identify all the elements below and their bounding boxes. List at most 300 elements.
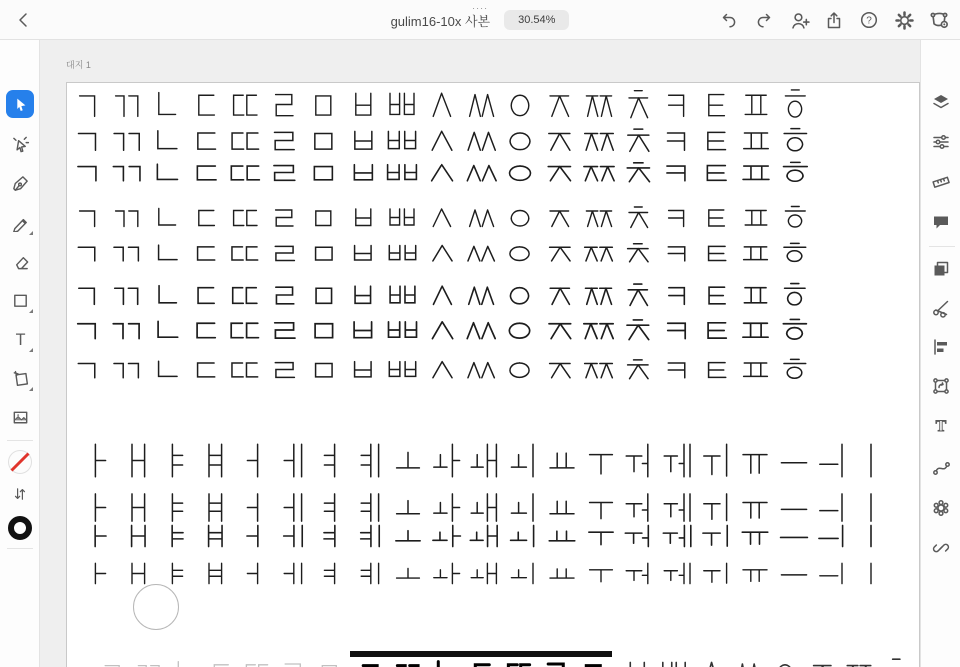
jamo-glyph[interactable] bbox=[269, 205, 299, 230]
jamo-cell[interactable] bbox=[312, 562, 351, 585]
jamo-glyph[interactable] bbox=[464, 127, 498, 154]
jamo-cell[interactable] bbox=[304, 127, 343, 154]
place-image-tool[interactable] bbox=[0, 401, 40, 433]
jamo-cell[interactable] bbox=[382, 205, 421, 230]
jamo-cell[interactable] bbox=[813, 562, 852, 585]
jamo-glyph[interactable] bbox=[581, 318, 616, 342]
jamo-cell[interactable] bbox=[813, 492, 852, 523]
jamo-glyph[interactable] bbox=[702, 492, 732, 523]
jamo-glyph[interactable] bbox=[200, 442, 230, 479]
jamo-cell[interactable] bbox=[659, 524, 698, 548]
jamo-glyph[interactable] bbox=[778, 127, 812, 154]
view-options-button[interactable] bbox=[928, 9, 950, 31]
jamo-glyph[interactable] bbox=[229, 282, 260, 308]
jamo-cell[interactable] bbox=[147, 127, 186, 154]
jamo-glyph[interactable] bbox=[622, 282, 653, 308]
jamo-glyph[interactable] bbox=[771, 656, 799, 667]
jamo-glyph[interactable] bbox=[151, 205, 181, 230]
jamo-cell[interactable] bbox=[659, 562, 698, 585]
jamo-cell[interactable] bbox=[196, 442, 235, 479]
jamo-cell[interactable] bbox=[775, 161, 814, 184]
jamo-cell[interactable] bbox=[775, 358, 814, 381]
jamo-glyph[interactable] bbox=[586, 562, 616, 585]
jamo-cell[interactable] bbox=[68, 205, 107, 230]
jamo-glyph[interactable] bbox=[200, 562, 230, 585]
jamo-cell[interactable] bbox=[427, 442, 466, 479]
circle-shape[interactable] bbox=[133, 584, 179, 630]
jamo-glyph[interactable] bbox=[268, 358, 301, 381]
jamo-glyph[interactable] bbox=[266, 161, 302, 184]
jamo-cell[interactable] bbox=[304, 242, 343, 264]
jamo-cell[interactable] bbox=[543, 524, 582, 548]
jamo-cell[interactable] bbox=[147, 161, 186, 184]
jamo-cell[interactable] bbox=[304, 205, 343, 230]
jamo-glyph[interactable] bbox=[738, 161, 774, 184]
jamo-cell[interactable] bbox=[343, 127, 382, 154]
shape-tool[interactable] bbox=[0, 284, 40, 316]
jamo-glyph[interactable] bbox=[308, 282, 339, 308]
jamo-cell[interactable] bbox=[466, 442, 505, 479]
jamo-glyph[interactable] bbox=[505, 656, 533, 667]
jamo-glyph[interactable] bbox=[387, 88, 417, 121]
jamo-cell[interactable] bbox=[505, 442, 544, 479]
jamo-cell[interactable] bbox=[107, 242, 146, 264]
jamo-glyph[interactable] bbox=[777, 161, 813, 184]
jamo-glyph[interactable] bbox=[230, 205, 260, 230]
jamo-cell[interactable] bbox=[119, 442, 158, 479]
jamo-glyph[interactable] bbox=[393, 492, 423, 523]
jamo-cell[interactable] bbox=[389, 442, 428, 479]
jamo-cell[interactable] bbox=[500, 161, 539, 184]
jamo-glyph[interactable] bbox=[739, 358, 772, 381]
jamo-glyph[interactable] bbox=[279, 656, 307, 667]
jamo-cell[interactable] bbox=[697, 205, 736, 230]
jamo-cell[interactable] bbox=[343, 282, 382, 308]
jamo-cell[interactable] bbox=[382, 242, 421, 264]
jamo-cell[interactable] bbox=[68, 242, 107, 264]
help-button[interactable] bbox=[858, 9, 880, 31]
jamo-glyph[interactable] bbox=[239, 492, 269, 523]
jamo-cell[interactable] bbox=[389, 524, 428, 548]
jamo-glyph[interactable] bbox=[190, 282, 221, 308]
jamo-glyph[interactable] bbox=[188, 318, 223, 342]
consonant-row-8[interactable] bbox=[68, 358, 815, 381]
jamo-cell[interactable] bbox=[389, 492, 428, 523]
jamo-cell[interactable] bbox=[264, 242, 303, 264]
jamo-cell[interactable] bbox=[225, 358, 264, 381]
jamo-cell[interactable] bbox=[697, 161, 736, 184]
jamo-glyph[interactable] bbox=[268, 242, 301, 264]
jamo-glyph[interactable] bbox=[387, 205, 417, 230]
jamo-cell[interactable] bbox=[692, 656, 729, 667]
consonant-row-6[interactable] bbox=[68, 282, 815, 308]
jamo-glyph[interactable] bbox=[739, 242, 772, 264]
jamo-glyph[interactable] bbox=[699, 127, 733, 154]
jamo-glyph[interactable] bbox=[778, 524, 810, 548]
jamo-glyph[interactable] bbox=[544, 205, 574, 230]
jamo-cell[interactable] bbox=[657, 88, 696, 121]
jamo-glyph[interactable] bbox=[228, 242, 261, 264]
jamo-glyph[interactable] bbox=[818, 562, 848, 585]
jamo-glyph[interactable] bbox=[585, 524, 617, 548]
jamo-glyph[interactable] bbox=[701, 282, 732, 308]
jamo-cell[interactable] bbox=[422, 282, 461, 308]
jamo-cell[interactable] bbox=[540, 205, 579, 230]
jamo-glyph[interactable] bbox=[547, 492, 577, 523]
jamo-glyph[interactable] bbox=[306, 127, 340, 154]
jamo-cell[interactable] bbox=[736, 318, 775, 342]
jamo-glyph[interactable] bbox=[354, 492, 384, 523]
jamo-glyph[interactable] bbox=[466, 205, 496, 230]
jamo-glyph[interactable] bbox=[663, 562, 693, 585]
jamo-glyph[interactable] bbox=[84, 442, 114, 479]
jamo-cell[interactable] bbox=[466, 492, 505, 523]
jamo-glyph[interactable] bbox=[110, 358, 143, 381]
jamo-glyph[interactable] bbox=[623, 205, 653, 230]
jamo-glyph[interactable] bbox=[239, 562, 269, 585]
jamo-glyph[interactable] bbox=[357, 656, 385, 667]
jamo-glyph[interactable] bbox=[505, 205, 535, 230]
jamo-cell[interactable] bbox=[80, 492, 119, 523]
jamo-glyph[interactable] bbox=[738, 318, 773, 342]
jamo-glyph[interactable] bbox=[509, 562, 539, 585]
jamo-glyph[interactable] bbox=[123, 442, 153, 479]
jamo-glyph[interactable] bbox=[856, 562, 886, 585]
jamo-glyph[interactable] bbox=[543, 358, 576, 381]
jamo-cell[interactable] bbox=[186, 205, 225, 230]
jamo-cell[interactable] bbox=[736, 524, 775, 548]
jamo-glyph[interactable] bbox=[393, 562, 423, 585]
properties-panel-button[interactable] bbox=[921, 126, 960, 158]
comment-button[interactable] bbox=[921, 206, 960, 238]
jamo-cell[interactable] bbox=[304, 282, 343, 308]
jamo-cell[interactable] bbox=[852, 442, 891, 479]
jamo-glyph[interactable] bbox=[423, 161, 459, 184]
jamo-glyph[interactable] bbox=[700, 242, 733, 264]
jamo-cell[interactable] bbox=[422, 242, 461, 264]
jamo-glyph[interactable] bbox=[466, 88, 496, 121]
jamo-glyph[interactable] bbox=[779, 492, 809, 523]
invite-people-button[interactable] bbox=[788, 9, 810, 31]
jamo-glyph[interactable] bbox=[277, 442, 307, 479]
jamo-glyph[interactable] bbox=[470, 562, 500, 585]
jamo-cell[interactable] bbox=[775, 242, 814, 264]
jamo-cell[interactable] bbox=[186, 242, 225, 264]
jamo-glyph[interactable] bbox=[348, 205, 378, 230]
jamo-glyph[interactable] bbox=[276, 524, 308, 548]
stroke-color-control[interactable] bbox=[0, 512, 40, 544]
eraser-tool[interactable] bbox=[0, 245, 40, 277]
jamo-glyph[interactable] bbox=[741, 88, 771, 121]
jamo-cell[interactable] bbox=[350, 524, 389, 548]
jamo-glyph[interactable] bbox=[151, 282, 182, 308]
jamo-cell[interactable] bbox=[618, 161, 657, 184]
jamo-cell[interactable] bbox=[382, 161, 421, 184]
jamo-cell[interactable] bbox=[343, 88, 382, 121]
jamo-glyph[interactable] bbox=[432, 442, 462, 479]
select-tool[interactable] bbox=[6, 90, 34, 118]
jamo-glyph[interactable] bbox=[662, 205, 692, 230]
jamo-cell[interactable] bbox=[186, 127, 225, 154]
jamo-glyph[interactable] bbox=[425, 358, 458, 381]
fill-color-control[interactable] bbox=[0, 446, 40, 478]
jamo-cell[interactable] bbox=[540, 88, 579, 121]
jamo-cell[interactable] bbox=[657, 282, 696, 308]
jamo-glyph[interactable] bbox=[394, 656, 422, 667]
jamo-cell[interactable] bbox=[775, 318, 814, 342]
edit-path-button[interactable] bbox=[921, 452, 960, 484]
jamo-glyph[interactable] bbox=[542, 127, 576, 154]
jamo-glyph[interactable] bbox=[122, 524, 154, 548]
jamo-cell[interactable] bbox=[107, 282, 146, 308]
jamo-glyph[interactable] bbox=[463, 318, 498, 342]
jamo-glyph[interactable] bbox=[70, 318, 105, 342]
jamo-cell[interactable] bbox=[697, 282, 736, 308]
jamo-glyph[interactable] bbox=[109, 161, 145, 184]
jamo-cell[interactable] bbox=[273, 492, 312, 523]
jamo-cell[interactable] bbox=[505, 524, 544, 548]
jamo-cell[interactable] bbox=[225, 242, 264, 264]
jamo-glyph[interactable] bbox=[161, 442, 191, 479]
jamo-glyph[interactable] bbox=[778, 358, 811, 381]
jamo-cell[interactable] bbox=[107, 358, 146, 381]
jamo-glyph[interactable] bbox=[586, 442, 616, 479]
jamo-cell[interactable] bbox=[68, 318, 107, 342]
jamo-cell[interactable] bbox=[427, 492, 466, 523]
jamo-cell[interactable] bbox=[500, 656, 537, 667]
jamo-cell[interactable] bbox=[167, 656, 203, 667]
jamo-glyph[interactable] bbox=[151, 88, 181, 121]
jamo-cell[interactable] bbox=[382, 318, 421, 342]
jamo-cell[interactable] bbox=[234, 442, 273, 479]
jamo-cell[interactable] bbox=[543, 442, 582, 479]
jamo-cell[interactable] bbox=[840, 656, 877, 667]
jamo-glyph[interactable] bbox=[660, 318, 695, 342]
jamo-cell[interactable] bbox=[264, 318, 303, 342]
jamo-glyph[interactable] bbox=[702, 442, 732, 479]
jamo-cell[interactable] bbox=[736, 88, 775, 121]
jamo-cell[interactable] bbox=[382, 358, 421, 381]
jamo-cell[interactable] bbox=[620, 442, 659, 479]
jamo-cell[interactable] bbox=[582, 492, 621, 523]
jamo-cell[interactable] bbox=[657, 205, 696, 230]
jamo-cell[interactable] bbox=[343, 205, 382, 230]
jamo-glyph[interactable] bbox=[307, 242, 340, 264]
jamo-cell[interactable] bbox=[461, 318, 500, 342]
jamo-glyph[interactable] bbox=[468, 656, 496, 667]
jamo-cell[interactable] bbox=[698, 562, 737, 585]
jamo-glyph[interactable] bbox=[543, 242, 576, 264]
jamo-cell[interactable] bbox=[697, 127, 736, 154]
jamo-glyph[interactable] bbox=[189, 242, 222, 264]
jamo-glyph[interactable] bbox=[71, 127, 105, 154]
jamo-glyph[interactable] bbox=[123, 562, 153, 585]
jamo-cell[interactable] bbox=[698, 524, 737, 548]
jamo-cell[interactable] bbox=[264, 358, 303, 381]
jamo-cell[interactable] bbox=[350, 562, 389, 585]
jamo-glyph[interactable] bbox=[110, 242, 143, 264]
jamo-glyph[interactable] bbox=[741, 205, 771, 230]
jamo-cell[interactable] bbox=[422, 88, 461, 121]
jamo-glyph[interactable] bbox=[625, 492, 655, 523]
jamo-glyph[interactable] bbox=[71, 358, 104, 381]
jamo-glyph[interactable] bbox=[425, 242, 458, 264]
jamo-cell[interactable] bbox=[729, 656, 766, 667]
jamo-cell[interactable] bbox=[618, 88, 657, 121]
jamo-glyph[interactable] bbox=[348, 88, 378, 121]
jamo-glyph[interactable] bbox=[621, 358, 654, 381]
jamo-glyph[interactable] bbox=[227, 161, 263, 184]
jamo-cell[interactable] bbox=[461, 127, 500, 154]
jamo-glyph[interactable] bbox=[135, 656, 163, 667]
jamo-glyph[interactable] bbox=[385, 318, 420, 342]
jamo-glyph[interactable] bbox=[739, 524, 771, 548]
jamo-glyph[interactable] bbox=[504, 282, 535, 308]
jamo-cell[interactable] bbox=[147, 318, 186, 342]
jamo-cell[interactable] bbox=[461, 161, 500, 184]
jamo-glyph[interactable] bbox=[305, 161, 341, 184]
jamo-cell[interactable] bbox=[582, 442, 621, 479]
jamo-cell[interactable] bbox=[697, 242, 736, 264]
jamo-glyph[interactable] bbox=[508, 524, 540, 548]
jamo-glyph[interactable] bbox=[542, 318, 577, 342]
jamo-glyph[interactable] bbox=[316, 562, 346, 585]
jamo-cell[interactable] bbox=[157, 524, 196, 548]
jamo-cell[interactable] bbox=[657, 242, 696, 264]
jamo-cell[interactable] bbox=[343, 358, 382, 381]
jamo-glyph[interactable] bbox=[625, 442, 655, 479]
jamo-glyph[interactable] bbox=[544, 88, 574, 121]
jamo-glyph[interactable] bbox=[431, 656, 459, 667]
jamo-cell[interactable] bbox=[304, 161, 343, 184]
align-button[interactable] bbox=[921, 331, 960, 363]
jamo-cell[interactable] bbox=[422, 205, 461, 230]
jamo-glyph[interactable] bbox=[699, 318, 734, 342]
jamo-glyph[interactable] bbox=[269, 88, 299, 121]
jamo-cell[interactable] bbox=[697, 358, 736, 381]
jamo-cell[interactable] bbox=[736, 127, 775, 154]
layers-panel-button[interactable] bbox=[921, 86, 960, 118]
jamo-glyph[interactable] bbox=[856, 442, 886, 479]
jamo-cell[interactable] bbox=[579, 318, 618, 342]
jamo-glyph[interactable] bbox=[620, 161, 656, 184]
jamo-glyph[interactable] bbox=[740, 442, 770, 479]
jamo-cell[interactable] bbox=[466, 524, 505, 548]
jamo-cell[interactable] bbox=[131, 656, 167, 667]
bottom-strip-segment[interactable] bbox=[95, 656, 347, 667]
jamo-glyph[interactable] bbox=[73, 205, 103, 230]
jamo-glyph[interactable] bbox=[386, 242, 419, 264]
jamo-glyph[interactable] bbox=[109, 318, 144, 342]
jamo-cell[interactable] bbox=[540, 318, 579, 342]
jamo-glyph[interactable] bbox=[509, 442, 539, 479]
jamo-glyph[interactable] bbox=[207, 656, 235, 667]
vowel-row-2[interactable] bbox=[80, 492, 890, 523]
jamo-cell[interactable] bbox=[736, 205, 775, 230]
jamo-glyph[interactable] bbox=[424, 127, 458, 154]
jamo-glyph[interactable] bbox=[354, 562, 384, 585]
jamo-cell[interactable] bbox=[543, 562, 582, 585]
jamo-glyph[interactable] bbox=[308, 88, 338, 121]
jamo-cell[interactable] bbox=[186, 358, 225, 381]
jamo-glyph[interactable] bbox=[465, 282, 496, 308]
jamo-cell[interactable] bbox=[540, 282, 579, 308]
consonant-row-5[interactable] bbox=[68, 242, 815, 264]
jamo-cell[interactable] bbox=[540, 358, 579, 381]
jamo-cell[interactable] bbox=[147, 88, 186, 121]
jamo-glyph[interactable] bbox=[697, 656, 725, 667]
jamo-glyph[interactable] bbox=[228, 127, 262, 154]
jamo-cell[interactable] bbox=[852, 562, 891, 585]
jamo-glyph[interactable] bbox=[191, 205, 221, 230]
jamo-glyph[interactable] bbox=[161, 562, 191, 585]
jamo-cell[interactable] bbox=[852, 524, 891, 548]
jamo-glyph[interactable] bbox=[239, 442, 269, 479]
jamo-cell[interactable] bbox=[500, 127, 539, 154]
jamo-cell[interactable] bbox=[157, 442, 196, 479]
jamo-glyph[interactable] bbox=[84, 562, 114, 585]
jamo-glyph[interactable] bbox=[346, 242, 379, 264]
pen-tool[interactable] bbox=[0, 167, 40, 199]
jamo-glyph[interactable] bbox=[620, 318, 655, 342]
jamo-cell[interactable] bbox=[68, 358, 107, 381]
jamo-cell[interactable] bbox=[186, 88, 225, 121]
jamo-glyph[interactable] bbox=[277, 492, 307, 523]
jamo-glyph[interactable] bbox=[347, 282, 378, 308]
jamo-cell[interactable] bbox=[543, 492, 582, 523]
jamo-cell[interactable] bbox=[574, 656, 611, 667]
jamo-glyph[interactable] bbox=[779, 442, 809, 479]
bottom-partial-row[interactable] bbox=[66, 646, 920, 667]
jamo-glyph[interactable] bbox=[509, 492, 539, 523]
jamo-glyph[interactable] bbox=[702, 562, 732, 585]
jamo-glyph[interactable] bbox=[385, 127, 419, 154]
jamo-glyph[interactable] bbox=[845, 656, 873, 667]
jamo-cell[interactable] bbox=[766, 656, 803, 667]
jamo-glyph[interactable] bbox=[621, 242, 654, 264]
canvas-area[interactable] bbox=[40, 40, 920, 667]
jamo-glyph[interactable] bbox=[426, 282, 457, 308]
jamo-glyph[interactable] bbox=[386, 358, 419, 381]
jamo-cell[interactable] bbox=[147, 205, 186, 230]
jamo-glyph[interactable] bbox=[72, 282, 103, 308]
jamo-cell[interactable] bbox=[698, 442, 737, 479]
jamo-glyph[interactable] bbox=[584, 88, 614, 121]
type-properties-button[interactable] bbox=[921, 409, 960, 441]
jamo-cell[interactable] bbox=[107, 161, 146, 184]
jamo-glyph[interactable] bbox=[188, 161, 224, 184]
jamo-cell[interactable] bbox=[350, 442, 389, 479]
jamo-cell[interactable] bbox=[540, 242, 579, 264]
jamo-cell[interactable] bbox=[225, 88, 264, 121]
jamo-cell[interactable] bbox=[461, 282, 500, 308]
jamo-glyph[interactable] bbox=[740, 492, 770, 523]
jamo-glyph[interactable] bbox=[663, 492, 693, 523]
jamo-cell[interactable] bbox=[775, 205, 814, 230]
jamo-cell[interactable] bbox=[343, 318, 382, 342]
jamo-cell[interactable] bbox=[461, 242, 500, 264]
jamo-glyph[interactable] bbox=[542, 656, 570, 667]
jamo-cell[interactable] bbox=[264, 205, 303, 230]
jamo-glyph[interactable] bbox=[778, 242, 811, 264]
jamo-cell[interactable] bbox=[422, 161, 461, 184]
jamo-cell[interactable] bbox=[427, 524, 466, 548]
consonant-row-2[interactable] bbox=[68, 127, 815, 154]
jamo-cell[interactable] bbox=[579, 161, 618, 184]
jamo-cell[interactable] bbox=[540, 161, 579, 184]
jamo-glyph[interactable] bbox=[503, 127, 537, 154]
jamo-cell[interactable] bbox=[655, 656, 692, 667]
